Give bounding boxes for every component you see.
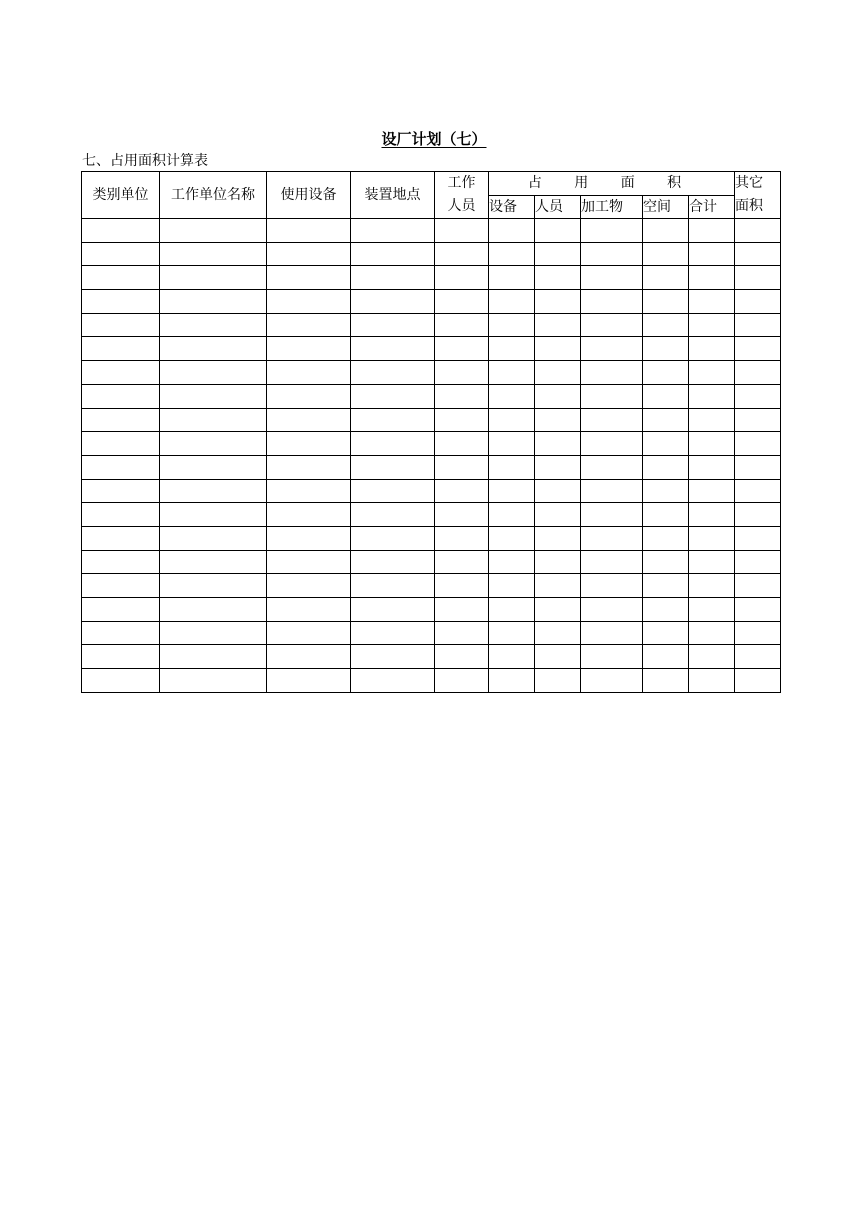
table-cell[interactable]	[535, 645, 581, 669]
table-cell[interactable]	[267, 266, 351, 290]
table-cell[interactable]	[581, 479, 643, 503]
table-cell[interactable]	[351, 645, 435, 669]
table-row	[82, 361, 781, 385]
area-calculation-table	[81, 171, 781, 693]
table-cell[interactable]	[351, 361, 435, 385]
table-cell[interactable]	[489, 337, 535, 361]
table-cell[interactable]	[689, 361, 735, 385]
table-cell[interactable]	[643, 455, 689, 479]
table-cell[interactable]	[160, 313, 267, 337]
table-cell[interactable]	[535, 242, 581, 266]
table-cell[interactable]	[267, 242, 351, 266]
table-row	[82, 479, 781, 503]
table-row	[82, 645, 781, 669]
subheader-total: 合计	[689, 195, 735, 219]
header-other-line2: 面积	[735, 198, 763, 214]
table-cell[interactable]	[535, 432, 581, 456]
table-row	[82, 621, 781, 645]
table-cell[interactable]	[535, 526, 581, 550]
table-row	[82, 550, 781, 574]
table-cell[interactable]	[535, 219, 581, 243]
table-cell[interactable]	[435, 219, 489, 243]
table-cell[interactable]	[351, 503, 435, 527]
table-cell[interactable]	[581, 266, 643, 290]
table-cell[interactable]	[735, 242, 781, 266]
table-cell[interactable]	[160, 432, 267, 456]
header-other-area	[735, 172, 781, 219]
table-cell[interactable]	[735, 219, 781, 243]
table-row	[82, 266, 781, 290]
table-row	[82, 337, 781, 361]
table-cell[interactable]	[535, 337, 581, 361]
table-cell[interactable]	[351, 242, 435, 266]
table-row	[82, 242, 781, 266]
table-cell[interactable]	[689, 432, 735, 456]
table-cell[interactable]	[735, 455, 781, 479]
table-cell[interactable]	[689, 645, 735, 669]
table-cell[interactable]	[351, 337, 435, 361]
table-row	[82, 290, 781, 314]
table-cell[interactable]	[643, 574, 689, 598]
table-cell[interactable]	[689, 313, 735, 337]
table-cell[interactable]	[82, 242, 160, 266]
table-cell[interactable]	[267, 432, 351, 456]
table-cell[interactable]	[643, 266, 689, 290]
table-cell[interactable]	[643, 645, 689, 669]
table-cell[interactable]	[435, 669, 489, 693]
table-cell[interactable]	[435, 598, 489, 622]
table-cell[interactable]	[267, 621, 351, 645]
table-cell[interactable]	[735, 598, 781, 622]
table-cell[interactable]	[351, 526, 435, 550]
table-cell[interactable]	[689, 384, 735, 408]
table-cell[interactable]	[735, 574, 781, 598]
table-cell[interactable]	[351, 313, 435, 337]
header-category-unit: 类别单位	[82, 172, 160, 219]
table-cell[interactable]	[689, 290, 735, 314]
table-cell[interactable]	[82, 384, 160, 408]
table-cell[interactable]	[82, 408, 160, 432]
table-cell[interactable]	[489, 408, 535, 432]
table-row	[82, 526, 781, 550]
table-cell[interactable]	[267, 526, 351, 550]
table-cell[interactable]	[643, 503, 689, 527]
table-row	[82, 598, 781, 622]
table-cell[interactable]	[435, 479, 489, 503]
subheader-equipment: 设备	[489, 195, 535, 219]
table-cell[interactable]	[82, 432, 160, 456]
table-cell[interactable]	[267, 219, 351, 243]
table-cell[interactable]	[160, 669, 267, 693]
table-cell[interactable]	[351, 219, 435, 243]
table-cell[interactable]	[643, 598, 689, 622]
table-cell[interactable]	[581, 361, 643, 385]
table-cell[interactable]	[581, 669, 643, 693]
table-body	[82, 219, 781, 693]
table-cell[interactable]	[351, 479, 435, 503]
subheader-space: 空间	[643, 195, 689, 219]
table-cell[interactable]	[82, 669, 160, 693]
table-cell[interactable]	[735, 526, 781, 550]
table-cell[interactable]	[689, 479, 735, 503]
section-heading: 七、占用面积计算表	[82, 153, 208, 169]
table-cell[interactable]	[82, 598, 160, 622]
table-cell[interactable]	[160, 645, 267, 669]
table-cell[interactable]	[160, 337, 267, 361]
table-cell[interactable]	[489, 598, 535, 622]
table-cell[interactable]	[267, 503, 351, 527]
table-cell[interactable]	[160, 384, 267, 408]
table-cell[interactable]	[689, 503, 735, 527]
table-cell[interactable]	[735, 408, 781, 432]
table-cell[interactable]	[160, 621, 267, 645]
table-cell[interactable]	[735, 384, 781, 408]
table-cell[interactable]	[581, 503, 643, 527]
table-cell[interactable]	[489, 455, 535, 479]
table-cell[interactable]	[489, 266, 535, 290]
table-cell[interactable]	[581, 621, 643, 645]
table-cell[interactable]	[489, 219, 535, 243]
table-cell[interactable]	[643, 479, 689, 503]
page-title	[0, 128, 868, 149]
table-cell[interactable]	[643, 242, 689, 266]
table-cell[interactable]	[643, 384, 689, 408]
table-cell[interactable]	[643, 290, 689, 314]
table-cell[interactable]	[435, 361, 489, 385]
table-cell[interactable]	[351, 574, 435, 598]
table-cell[interactable]	[489, 384, 535, 408]
table-cell[interactable]	[160, 361, 267, 385]
header-equipment-used: 使用设备	[267, 172, 351, 219]
table-cell[interactable]	[160, 408, 267, 432]
header-row-1	[82, 172, 781, 196]
table-cell[interactable]	[160, 266, 267, 290]
table-cell[interactable]	[689, 550, 735, 574]
table-cell[interactable]	[689, 408, 735, 432]
table-cell[interactable]	[489, 550, 535, 574]
table-cell[interactable]	[82, 337, 160, 361]
table-cell[interactable]	[351, 432, 435, 456]
table-cell[interactable]	[267, 384, 351, 408]
table-row	[82, 503, 781, 527]
table-cell[interactable]	[435, 290, 489, 314]
table-cell[interactable]	[267, 645, 351, 669]
header-other-line1: 其它	[735, 175, 763, 191]
table-cell[interactable]	[489, 313, 535, 337]
table-cell[interactable]	[581, 384, 643, 408]
table-cell[interactable]	[160, 550, 267, 574]
table-cell[interactable]	[489, 432, 535, 456]
table-cell[interactable]	[535, 266, 581, 290]
table-cell[interactable]	[351, 266, 435, 290]
table-cell[interactable]	[489, 669, 535, 693]
table-cell[interactable]	[735, 361, 781, 385]
table-cell[interactable]	[267, 550, 351, 574]
table-cell[interactable]	[689, 266, 735, 290]
table-cell[interactable]	[160, 574, 267, 598]
table-row	[82, 455, 781, 479]
table-cell[interactable]	[489, 361, 535, 385]
table-cell[interactable]	[535, 598, 581, 622]
table-cell[interactable]	[489, 503, 535, 527]
table-cell[interactable]	[581, 432, 643, 456]
table-cell[interactable]	[735, 290, 781, 314]
table-cell[interactable]	[643, 408, 689, 432]
table-cell[interactable]	[435, 408, 489, 432]
table-cell[interactable]	[643, 361, 689, 385]
table-cell[interactable]	[643, 219, 689, 243]
table-cell[interactable]	[82, 574, 160, 598]
table-cell[interactable]	[735, 479, 781, 503]
table-cell[interactable]	[82, 645, 160, 669]
table-cell[interactable]	[351, 669, 435, 693]
table-cell[interactable]	[643, 432, 689, 456]
table-cell[interactable]	[435, 266, 489, 290]
table-cell[interactable]	[735, 432, 781, 456]
table-cell[interactable]	[581, 242, 643, 266]
table-row	[82, 219, 781, 243]
table-cell[interactable]	[689, 526, 735, 550]
table-cell[interactable]	[160, 503, 267, 527]
table-cell[interactable]	[643, 669, 689, 693]
table-cell[interactable]	[160, 598, 267, 622]
table-cell[interactable]	[435, 503, 489, 527]
table-cell[interactable]	[489, 290, 535, 314]
header-staff-line1: 工作	[447, 175, 476, 191]
table-cell[interactable]	[535, 479, 581, 503]
table-row	[82, 432, 781, 456]
table-cell[interactable]	[689, 669, 735, 693]
table-cell[interactable]	[435, 550, 489, 574]
table-cell[interactable]	[735, 669, 781, 693]
table-cell[interactable]	[735, 550, 781, 574]
page-title-text: 设厂计划（七）	[381, 130, 487, 148]
table-cell[interactable]	[435, 621, 489, 645]
table-cell[interactable]	[735, 337, 781, 361]
table-cell[interactable]	[82, 621, 160, 645]
table-cell[interactable]	[643, 337, 689, 361]
table-cell[interactable]	[82, 290, 160, 314]
table-cell[interactable]	[535, 290, 581, 314]
table-cell[interactable]	[735, 645, 781, 669]
table-cell[interactable]	[489, 645, 535, 669]
table-cell[interactable]	[267, 408, 351, 432]
table-cell[interactable]	[643, 526, 689, 550]
table-cell[interactable]	[267, 669, 351, 693]
table-cell[interactable]	[581, 526, 643, 550]
table-cell[interactable]	[581, 290, 643, 314]
table-cell[interactable]	[535, 550, 581, 574]
table-cell[interactable]	[267, 598, 351, 622]
table-cell[interactable]	[581, 337, 643, 361]
table-cell[interactable]	[535, 574, 581, 598]
table-cell[interactable]	[581, 574, 643, 598]
table-cell[interactable]	[82, 479, 160, 503]
table-cell[interactable]	[535, 313, 581, 337]
table-cell[interactable]	[535, 455, 581, 479]
table-row	[82, 574, 781, 598]
table-cell[interactable]	[435, 242, 489, 266]
table-cell[interactable]	[82, 361, 160, 385]
table-cell[interactable]	[435, 455, 489, 479]
table-cell[interactable]	[160, 455, 267, 479]
table-cell[interactable]	[535, 361, 581, 385]
table-cell[interactable]	[160, 219, 267, 243]
table-cell[interactable]	[267, 313, 351, 337]
table-cell[interactable]	[581, 455, 643, 479]
table-cell[interactable]	[735, 313, 781, 337]
table-cell[interactable]	[489, 479, 535, 503]
header-occupied-area: 占 用 面 积	[489, 172, 735, 196]
table-cell[interactable]	[689, 574, 735, 598]
table-cell[interactable]	[435, 432, 489, 456]
table-cell[interactable]	[689, 242, 735, 266]
table-cell[interactable]	[643, 313, 689, 337]
table-cell[interactable]	[735, 503, 781, 527]
header-staff-line2: 人员	[447, 198, 476, 214]
table-cell[interactable]	[689, 598, 735, 622]
table-cell[interactable]	[489, 242, 535, 266]
table-cell[interactable]	[267, 290, 351, 314]
table-cell[interactable]	[351, 455, 435, 479]
table-cell[interactable]	[82, 219, 160, 243]
table-cell[interactable]	[689, 621, 735, 645]
subheader-personnel: 人员	[535, 195, 581, 219]
table-cell[interactable]	[435, 645, 489, 669]
table-cell[interactable]	[267, 479, 351, 503]
table-cell[interactable]	[351, 598, 435, 622]
table-cell[interactable]	[535, 408, 581, 432]
table-cell[interactable]	[82, 313, 160, 337]
table-cell[interactable]	[689, 219, 735, 243]
table-cell[interactable]	[489, 621, 535, 645]
table-cell[interactable]	[267, 361, 351, 385]
table-cell[interactable]	[82, 455, 160, 479]
table-cell[interactable]	[267, 574, 351, 598]
table-cell[interactable]	[535, 621, 581, 645]
header-work-unit-name: 工作单位名称	[160, 172, 267, 219]
table-cell[interactable]	[435, 337, 489, 361]
table-cell[interactable]	[160, 479, 267, 503]
table-cell[interactable]	[689, 455, 735, 479]
table-row	[82, 313, 781, 337]
table-cell[interactable]	[82, 266, 160, 290]
table-cell[interactable]	[581, 313, 643, 337]
table-cell[interactable]	[643, 621, 689, 645]
table-row	[82, 669, 781, 693]
table-cell[interactable]	[581, 550, 643, 574]
table-cell[interactable]	[489, 526, 535, 550]
table-cell[interactable]	[351, 384, 435, 408]
subheader-processed-goods: 加工物	[581, 195, 643, 219]
table-cell[interactable]	[267, 455, 351, 479]
table-cell[interactable]	[735, 621, 781, 645]
table-cell[interactable]	[82, 550, 160, 574]
table-cell[interactable]	[267, 337, 351, 361]
table-cell[interactable]	[581, 598, 643, 622]
table-cell[interactable]	[535, 503, 581, 527]
table-cell[interactable]	[581, 219, 643, 243]
table-cell[interactable]	[435, 574, 489, 598]
table-cell[interactable]	[435, 526, 489, 550]
table-cell[interactable]	[351, 290, 435, 314]
table-row	[82, 384, 781, 408]
table-cell[interactable]	[82, 503, 160, 527]
table-cell[interactable]	[689, 337, 735, 361]
header-install-location: 装置地点	[351, 172, 435, 219]
table-cell[interactable]	[435, 384, 489, 408]
table-cell[interactable]	[643, 550, 689, 574]
table-cell[interactable]	[160, 242, 267, 266]
table-cell[interactable]	[735, 266, 781, 290]
table-cell[interactable]	[581, 408, 643, 432]
table-cell[interactable]	[82, 526, 160, 550]
table-cell[interactable]	[435, 313, 489, 337]
table-cell[interactable]	[489, 574, 535, 598]
table-cell[interactable]	[535, 669, 581, 693]
table-cell[interactable]	[581, 645, 643, 669]
table-cell[interactable]	[351, 621, 435, 645]
table-cell[interactable]	[160, 290, 267, 314]
table-row	[82, 408, 781, 432]
table-cell[interactable]	[351, 408, 435, 432]
table-cell[interactable]	[351, 550, 435, 574]
table-cell[interactable]	[535, 384, 581, 408]
table-cell[interactable]	[160, 526, 267, 550]
header-staff	[435, 172, 489, 219]
